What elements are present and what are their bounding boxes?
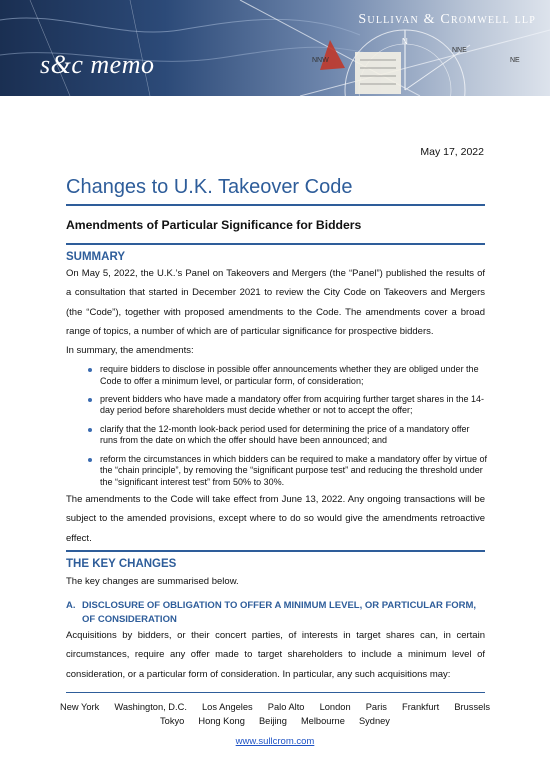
section-a-line-2: OF CONSIDERATION	[82, 613, 177, 625]
list-item-text: require bidders to disclose in possible offer announcements whether they are obliged under the Code to offer a minimum level, or particular form, of consideration;	[100, 364, 479, 386]
office-list-row-1	[60, 702, 490, 712]
list-item	[88, 424, 488, 447]
footer-rule	[66, 692, 485, 693]
firm-name: Sullivan & Cromwell llp	[358, 12, 536, 27]
section-a-line-1: DISCLOSURE OF OBLIGATION TO OFFER A MINIMUM LEVEL, OR PARTICULAR FORM,	[82, 600, 477, 611]
office-tokyo: Tokyo	[160, 716, 185, 726]
page-subtitle: Amendments of Particular Significance for Bidders	[66, 218, 362, 232]
office-frankfurt: Frankfurt	[402, 702, 440, 712]
compass-label-ne: NE	[510, 57, 520, 64]
bullet-icon	[88, 398, 92, 402]
list-item-text: prevent bidders who have made a mandatory offer from acquiring further target shares in the 14-day period before shareholders must decide whether or not to accept the offer;	[100, 393, 485, 416]
office-paris: Paris	[365, 702, 387, 712]
section-a-letter: A.	[66, 600, 76, 611]
page-title: Changes to U.K. Takeover Code	[66, 176, 353, 198]
bullet-icon	[88, 458, 92, 462]
list-item	[88, 394, 488, 417]
summary-heading: SUMMARY	[66, 251, 125, 263]
office-sydney: Sydney	[358, 716, 390, 726]
compass-label-nnw: NNW	[312, 57, 329, 64]
compass-label-n: N	[402, 37, 408, 46]
office-beijing: Beijing	[258, 716, 287, 726]
list-item	[88, 454, 488, 489]
summary-bullet-list	[88, 364, 488, 495]
list-item-text: clarify that the 12-month look-back period used for determining the price of a mandatory offer runs from the date on which the offer should have been announced; and	[100, 423, 470, 446]
header-banner	[0, 0, 550, 96]
list-item-text: reform the circumstances in which bidders can be required to make a mandatory offer by virtue of the “chain principle”, by removing the “significant purpose test” and reducing the threshold under the “significant interest test” from 50% to 30%.	[100, 453, 488, 487]
title-rule	[66, 204, 485, 206]
bullet-icon	[88, 428, 92, 432]
website-link[interactable]: www.sullcrom.com	[235, 736, 315, 747]
section-a-heading	[66, 599, 486, 626]
section-a-paragraph: Acquisitions by bidders, or their concert parties, of interests in target shares can, in certain circumstances, require any offer made to target shareholders to include a minimum level of consideration, or a particular form of consideration. In particular, any such acquisitions may:	[66, 630, 485, 680]
office-washington: Washington, D.C.	[114, 702, 187, 712]
office-brussels: Brussels	[454, 702, 490, 712]
bullet-icon	[88, 368, 92, 372]
key-changes-heading: THE KEY CHANGES	[66, 558, 177, 570]
subtitle-rule	[66, 243, 485, 245]
summary-paragraph-1: On May 5, 2022, the U.K.’s Panel on Takeovers and Mergers (the “Panel”) published the results of a consultation that started in December 2021 to review the City Code on Takeovers and Mergers (the “Code”), together with proposed amendments to the Code. The amendments cover a broad range of topics, a number of which are of particular significance for prospective bidders.	[66, 268, 485, 338]
memo-logo: s&c memo	[40, 50, 155, 79]
summary-paragraph-2: The amendments to the Code will take effect from June 13, 2022. Any ongoing transactions will be subject to the amended provisions, except where to do so would give the amendments retroactive effect.	[66, 494, 485, 544]
office-new-york: New York	[60, 702, 100, 712]
compass-label-nne: NNE	[452, 47, 467, 54]
office-list-row-2	[160, 716, 390, 726]
office-hong-kong: Hong Kong	[198, 716, 245, 726]
office-palo-alto: Palo Alto	[267, 702, 305, 712]
list-item	[88, 364, 488, 387]
office-los-angeles: Los Angeles	[202, 702, 253, 712]
summary-intro: In summary, the amendments:	[66, 345, 194, 356]
memo-date: May 17, 2022	[420, 146, 484, 158]
key-changes-intro: The key changes are summarised below.	[66, 576, 239, 587]
office-london: London	[319, 702, 351, 712]
section-rule	[66, 550, 485, 552]
office-melbourne: Melbourne	[300, 716, 345, 726]
